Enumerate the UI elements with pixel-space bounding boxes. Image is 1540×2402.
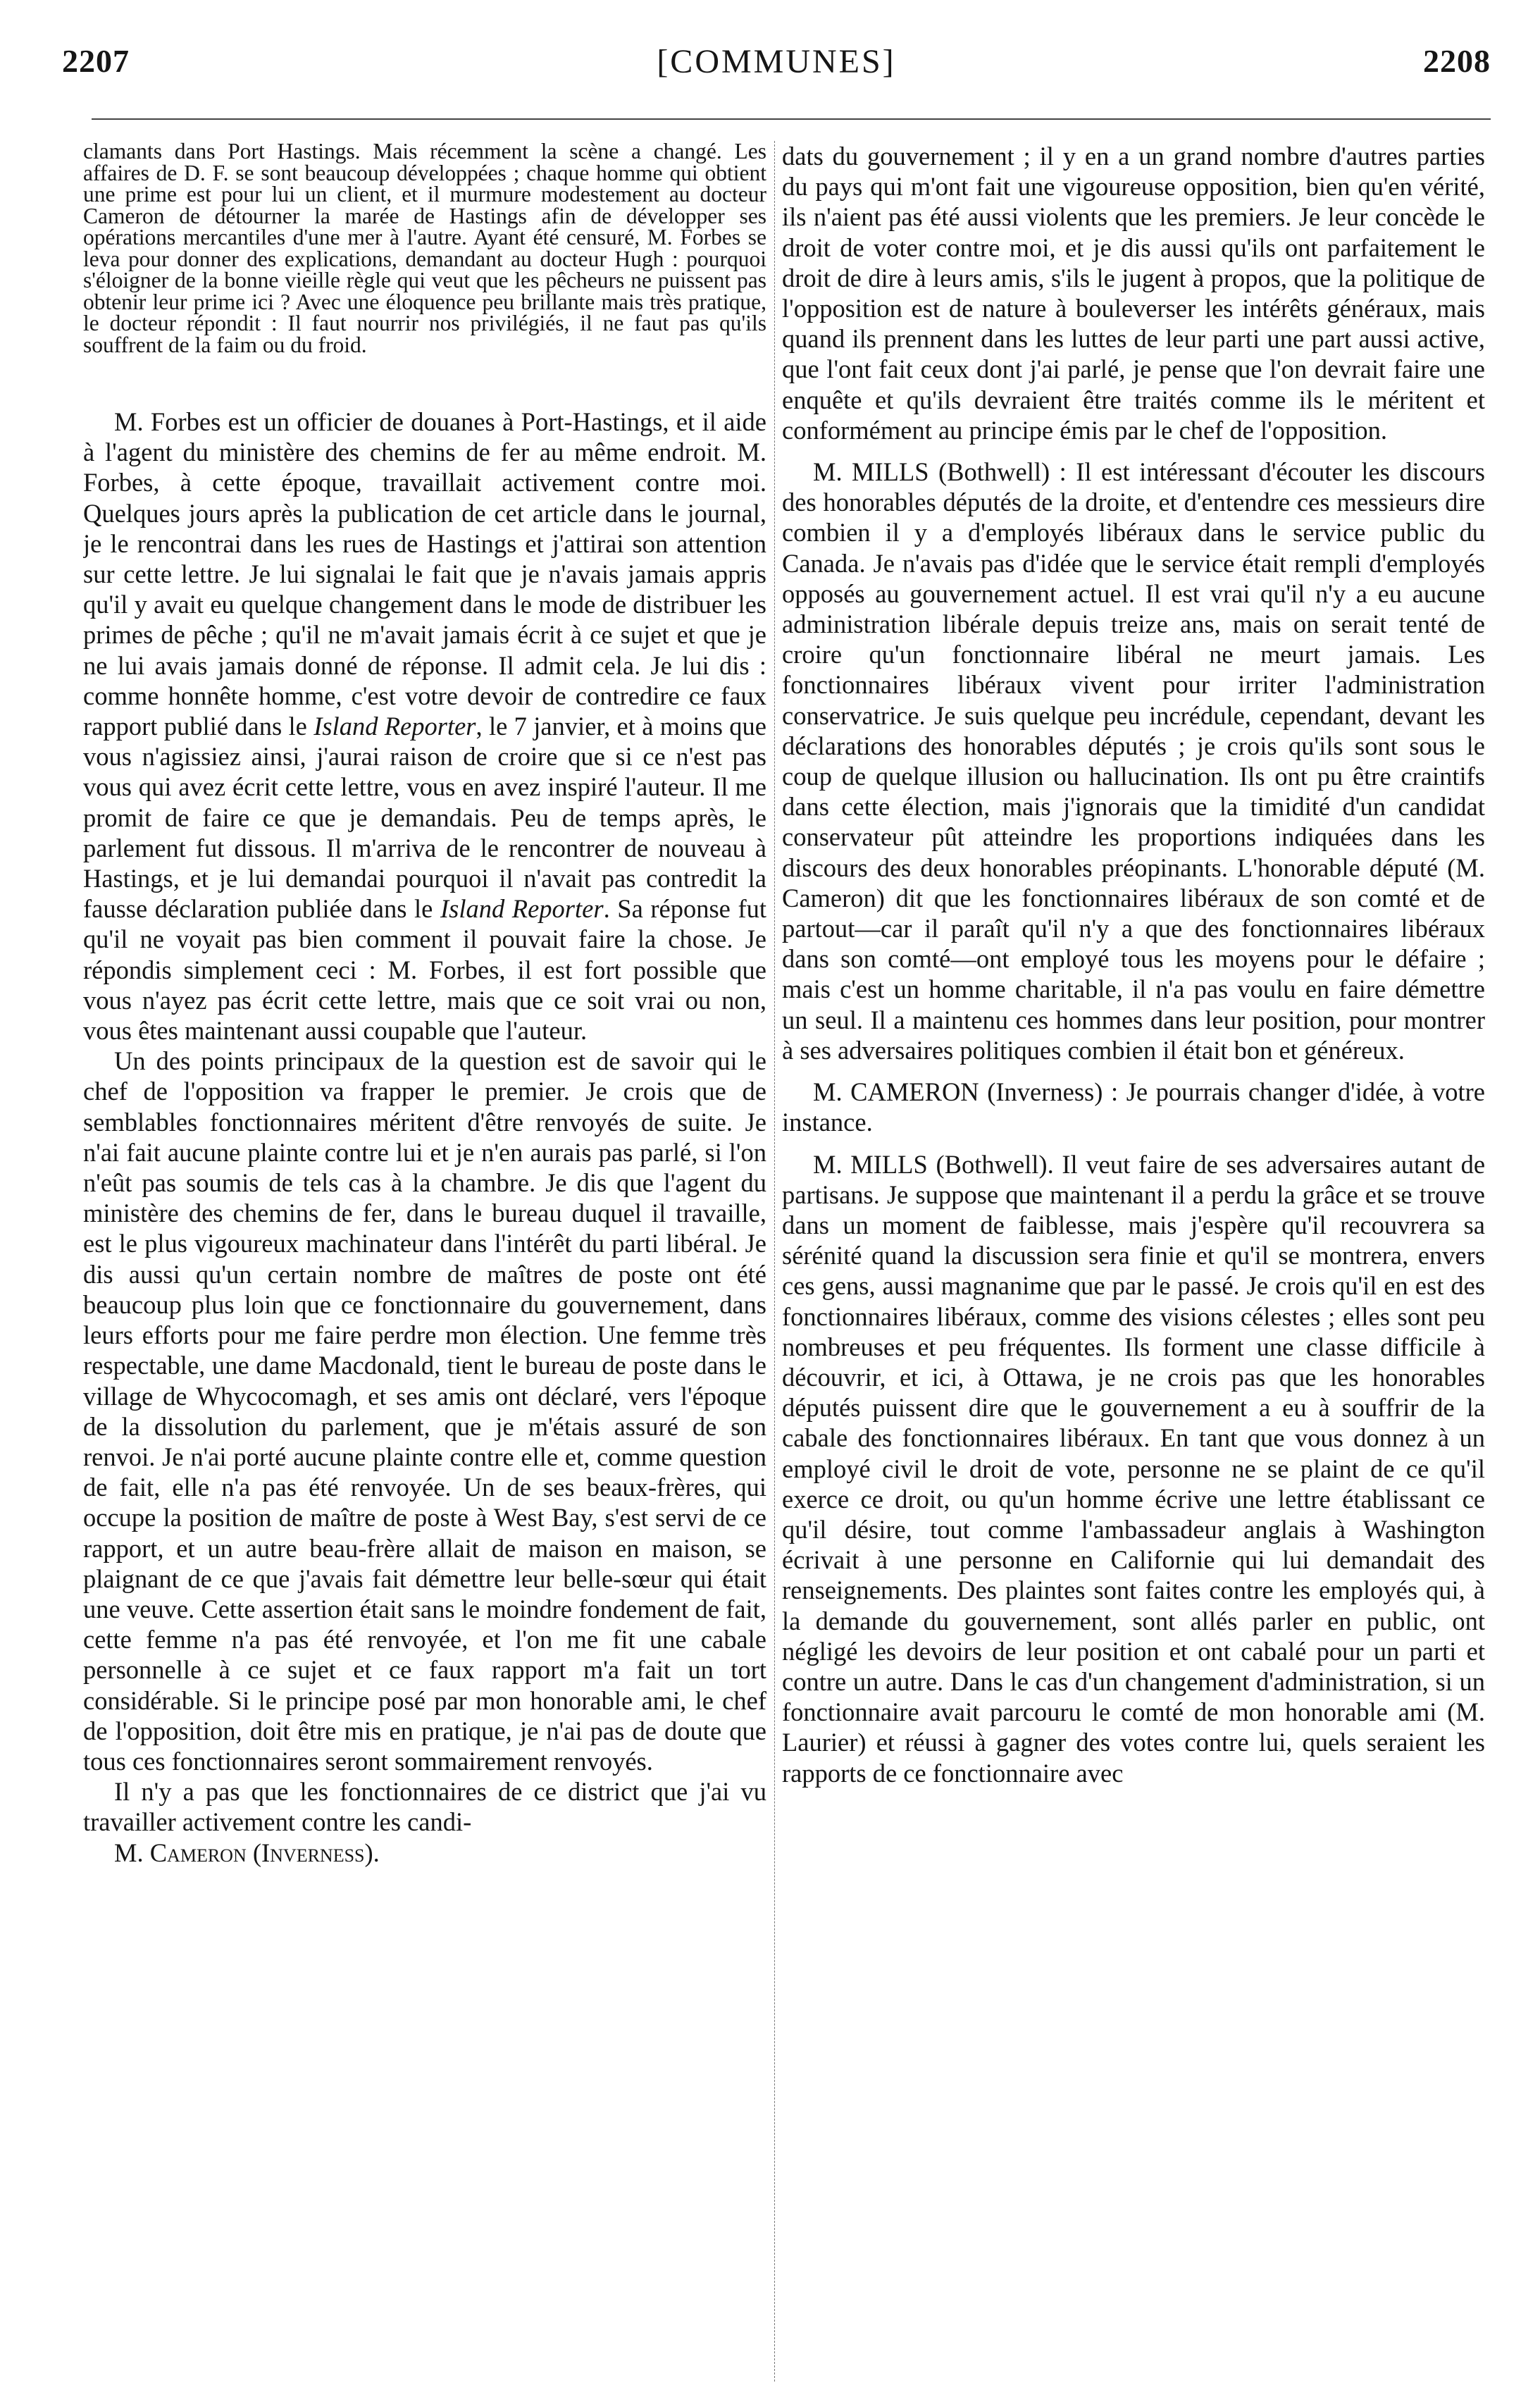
paragraph-continuation: dats du gouvernement ; il y en a un grand nombre d'autres parties du pays qui m'ont fait une vigoureuse opposition, bien qu'en vérité, ils n'aient pas été aussi violents que les premiers. Je leur concède le droit de voter contre moi, et je dis aussi qu'ils ont parfaitement le droit de dire à leurs amis, s'ils le jugent à propos, que la politique de l'opposition est de nature à bouleverser les intérêts généraux, mais quand ils prennent dans les luttes de leur parti une part aussi active, que l'ont fait ceux dont j'ai parlé, je pense que l'on devrait faire une enquête et qu'ils devraient être traités comme ils le méritent et conformément au principe émis par le chef de l'opposition. [782, 142, 1485, 445]
paragraph-forbes [83, 407, 766, 1046]
right-column [782, 141, 1485, 2382]
newspaper-title: Island Reporter [313, 712, 476, 741]
section-title: [COMMUNES] [657, 43, 896, 80]
header-rule [92, 118, 1491, 120]
speaker-name: M. MILLS (Bothwell). [813, 1149, 1054, 1179]
speaker-name: M. Cameron (Inverness). [114, 1838, 380, 1867]
paragraph-mills-2 [782, 1149, 1485, 1788]
paragraph-text: Il veut faire de ses adversaires autant de partisans. Je suppose que maintenant il a perdu la grâce et se trouve dans un moment de faiblesse, mais j'espère qu'il recouvrera sa sérénité quand la discussion sera finie et qu'il se montrera, envers ces gens, aussi magnanime que par le passé. Je crois qu'il en est des fonctionnaires libéraux, comme des visions célestes ; elles sont peu nombreuses et peu fréquentes. Ils forment une classe difficile à découvrir, et ici, à Ottawa, je ne crois pas que les honorables députés puissent dire que le gouvernement a eu à souffrir de la cabale des fonctionnaires libéraux. En tant que vous donnez à un employé civil le droit de vote, personne ne se plaint de ce qu'il exerce ce droit, ou qu'un homme écrive une lettre établissant ce qu'il désire, tout comme l'ambassadeur anglais à Washington écrivait à une personne en Californie qui lui demandait des renseignements. Des plaintes sont faites contre les employés qui, à la demande du gouvernement, sont allés parler en public, ont négligé les devoirs de leur position et ont cabalé pour un parti et contre un autre. Dans le cas d'un changement d'administration, si un fonctionnaire avait parcouru le comté de mon honorable ami (M. Laurier) et réussi à gagner des votes contre lui, quels seraient les rapports de ce fonctionnaire avec [782, 1149, 1485, 1788]
paragraph-district: Il n'y a pas que les fonctionnaires de ce district que j'ai vu travailler activement contre les candi- [83, 1777, 766, 1837]
page-number-left: 2207 [62, 43, 130, 79]
speaker-name: M. MILLS (Bothwell) : [813, 457, 1067, 487]
paragraph-text: M. Forbes est un officier de douanes à Port-Hastings, et il aide à l'agent du ministère des chemins de fer au même endroit. M. Forbes, à cette époque, travaillait activement contre moi. Quelques jours après la publication de cet article dans le journal, je le rencontrai dans les rues de Hastings et j'attirai son attention sur cette lettre. Je lui signalai le fait que je n'avais jamais appris qu'il y avait eu quelque changement dans le mode de distribuer les primes de pêche ; qu'il ne m'avait jamais écrit à ce sujet et que je ne lui avais jamais donné de réponse. Il admit cela. Je lui dis : comme honnête homme, c'est votre devoir de contredire ce faux rapport publié dans le [83, 407, 766, 741]
page-number-right: 2208 [1423, 43, 1491, 79]
paragraph-text: Je pourrais changer d'idée, à votre instance. [782, 1077, 1485, 1137]
speaker-signoff [83, 1838, 766, 1868]
left-column [83, 141, 766, 2382]
paragraph-mills-1 [782, 457, 1485, 1065]
paragraph-cameron [782, 1077, 1485, 1137]
newspaper-title: Island Reporter [440, 894, 604, 924]
page-header [62, 42, 1491, 99]
paragraph-text: , le 7 janvier, et à moins que vous n'agissiez ainsi, j'aurai raison de croire que si ce n'est pas vous qui avez écrit cette lettre, vous en avez inspiré l'auteur. Il me promit de faire ce que je demandais. Peu de temps après, le parlement fut dissous. Il m'arriva de le rencontrer de nouveau à Hastings, et je lui demandai pourquoi il n'avait pas contredit la fausse déclaration publiée dans le [83, 712, 766, 924]
paragraph-points: Un des points principaux de la question est de savoir qui le chef de l'opposition va frapper le premier. Je crois que de semblables fonctionnaires méritent d'être renvoyés de suite. Je n'ai fait aucune plainte contre lui et je n'en aurais pas parlé, si l'on n'eût pas soumis de tels cas à la chambre. Je dis que l'agent du ministère des chemins de fer, dans le bureau duquel il travaille, est le plus vigoureux machinateur dans l'intérêt du parti libéral. Je dis aussi qu'un certain nombre de maîtres de poste ont été beaucoup plus loin que ce fonctionnaire du gouvernement, dans leurs efforts pour me faire perdre mon élection. Une femme très respectable, une dame Macdonald, tient le bureau de poste dans le village de Whycocomagh, et ses amis ont déclaré, vers l'époque de la dissolution du parlement, que je m'étais assuré de son renvoi. Je n'ai porté aucune plainte contre elle et, comme question de fait, elle n'a pas été renvoyée. Un de ses beaux-frères, qui occupe la position de maître de poste à West Bay, s'est servi de ce rapport, et un autre beau-frère allait de maison en maison, se plaignant de ce que j'avais fait démettre leur belle-sœur qui était une veuve. Cette assertion était sans le moindre fondement de fait, cette femme n'a pas été renvoyée, et l'on me fit une cabale personnelle à ce sujet et ce faux rapport m'a fait un tort considérable. Si le principe posé par mon honorable ami, le chef de l'opposition, doit être mis en pratique, je n'ai pas de doute que tous ces fonctionnaires seront sommairement renvoyés. [83, 1046, 766, 1776]
quoted-article: clamants dans Port Hastings. Mais récemment la scène a changé. Les affaires de D. F. se sont beaucoup développées ; chaque homme qui obtient une prime est pour lui un client, et il murmure modestement au docteur Cameron de détourner la marée de Hastings afin de développer ses opérations mercantiles d'une mer à l'autre. Ayant été censuré, M. Forbes se leva pour donner des explications, demandant au docteur Hugh : pourquoi s'éloigner de la bonne vieille règle qui veut que les pêcheurs ne puissent pas obtenir leur prime ici ? Avec une éloquence peu brillante mais très pratique, le docteur répondit : Il faut nourrir nos privilégiés, il ne faut pas qu'ils souffrent de la faim ou du froid. [83, 141, 766, 357]
column-divider [774, 141, 775, 2382]
paragraph-text: Il est intéressant d'écouter les discours des honorables députés de la droite, et d'entendre ces messieurs dire combien il y a d'employés libéraux dans le service public du Canada. Je n'avais pas d'idée que le service était rempli d'employés opposés au gouvernement actuel. Il est vrai qu'il n'y a eu aucune administration libérale depuis treize ans, mais on serait tenté de croire qu'un fonctionnaire libéral ne meurt jamais. Les fonctionnaires libéraux vivent pour irriter l'administration conservatrice. Je suis quelque peu incrédule, cependant, devant les déclarations des honorables députés ; je crois qu'ils sont sous le coup de quelque illusion ou hallucination. Ils ont pu être craintifs dans cette élection, mais j'ignorais que la timidité d'un candidat conservateur pût atteindre les proportions indiquées dans les discours des deux honorables préopinants. L'honorable député (M. Cameron) dit que les fonctionnaires libéraux de son comté et de partout—car il paraît qu'il n'y a que des fonctionnaires libéraux dans son comté—ont employé tous les moyens pour le défaire ; mais c'est un homme charitable, il n'a pas voulu en faire démettre un seul. Il a maintenu ces hommes dans leur position, pour montrer à ses adversaires politiques combien il était bon et généreux. [782, 457, 1485, 1065]
speaker-name: M. CAMERON (Inverness) : [813, 1077, 1119, 1107]
paragraph-text: . Sa réponse fut qu'il ne voyait pas bien comment il pouvait faire la chose. Je répondis simplement ceci : M. Forbes, il est fort possible que vous n'ayez pas écrit cette lettre, mais que ce soit vrai ou non, vous êtes maintenant aussi coupable que l'auteur. [83, 894, 766, 1046]
